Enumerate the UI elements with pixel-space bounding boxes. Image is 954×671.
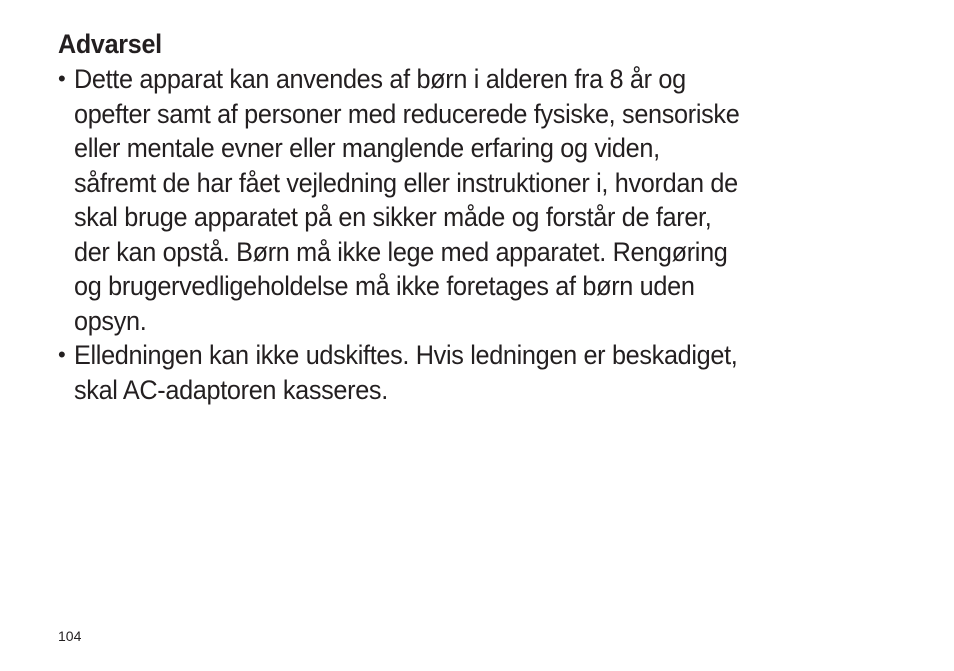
text-line: såfremt de har fået vejledning eller instruktioner i, hvordan de (74, 167, 738, 198)
text-line: skal AC-adaptoren kasseres. (74, 374, 388, 405)
bullet-icon: • (58, 342, 66, 367)
bullet-icon: • (58, 66, 66, 91)
page-number: 104 (58, 628, 82, 644)
text-line: Elledningen kan ikke udskiftes. Hvis ledningen er beskadiget, (74, 340, 738, 370)
text-line: eller mentale evner eller manglende erfaring og viden, (74, 133, 660, 163)
text-line: Dette apparat kan anvendes af børn i alderen fra 8 år og (74, 64, 686, 94)
text-line: opefter samt af personer med reducerede fysiske, sensoriske (74, 98, 740, 129)
text-line: og brugervedligeholdelse må ikke foretages af børn uden (74, 271, 695, 301)
warning-list (58, 62, 938, 407)
warning-item-text (74, 62, 916, 338)
text-line: skal bruge apparatet på en sikker måde og forstår de farer, (74, 202, 712, 232)
warning-item-text (74, 338, 916, 407)
warning-item-cord (58, 338, 938, 407)
text-line: opsyn. (74, 305, 147, 336)
text-line: der kan opstå. Børn må ikke lege med apparatet. Rengøring (74, 236, 728, 267)
warning-item-children (58, 62, 938, 338)
warning-heading: Advarsel (58, 29, 162, 59)
